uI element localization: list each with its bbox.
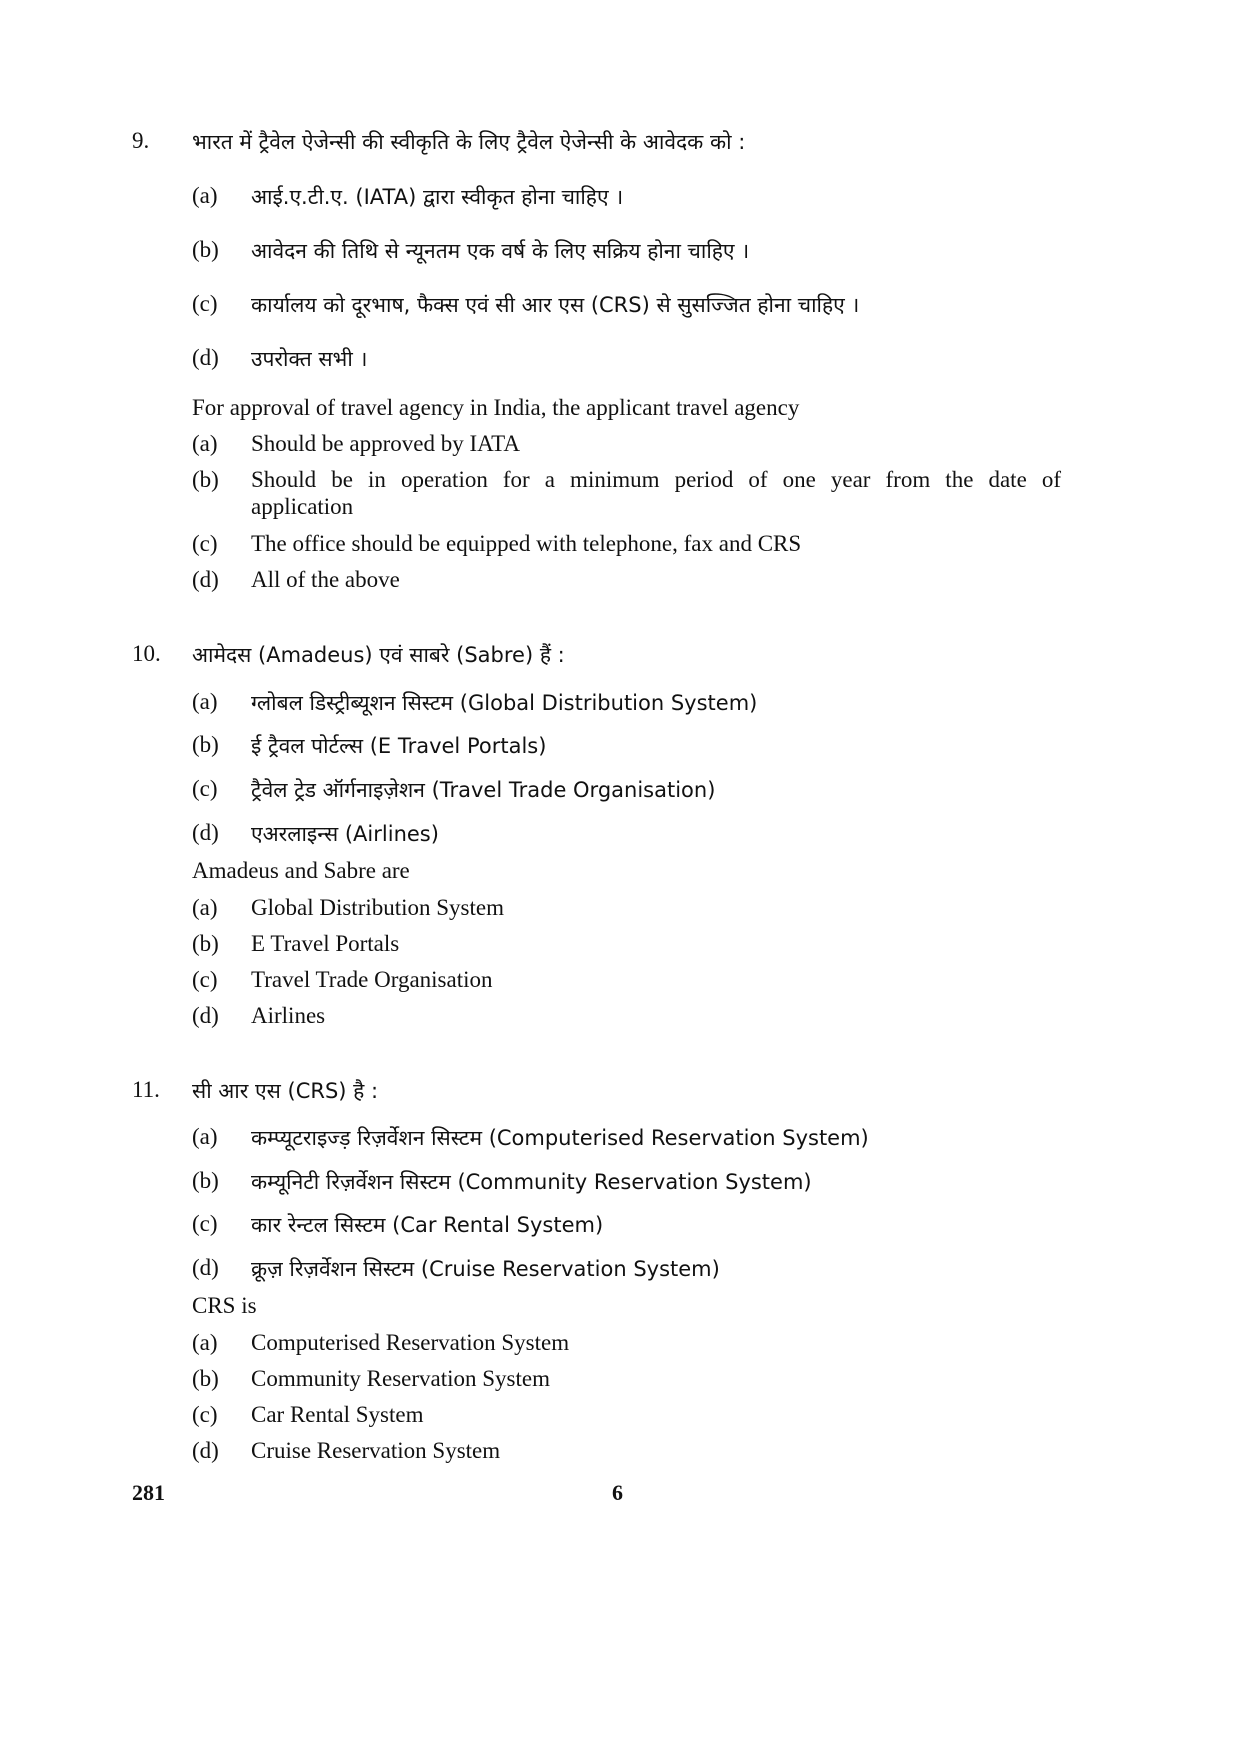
q9-english-option-b-continuation: application	[251, 494, 354, 519]
q11-hindi-option-c: कार रेन्टल सिस्टम (Car Rental System)	[251, 1213, 604, 1237]
q9-hindi-option-c-label: (c)	[192, 291, 218, 316]
q10-english-option-a-label: (a)	[192, 895, 218, 920]
q9-hindi-option-b: आवेदन की तिथि से न्यूनतम एक वर्ष के लिए सक्रिय होना चाहिए ।	[251, 239, 750, 263]
q9-english-option-d: All of the above	[251, 567, 400, 592]
q11-english-option-c: Car Rental System	[251, 1402, 424, 1427]
q10-english-question: Amadeus and Sabre are	[192, 858, 410, 883]
q10-english-option-d: Airlines	[251, 1003, 326, 1028]
q10-hindi-option-c: ट्रैवेल ट्रेड ऑर्गनाइज़ेशन (Travel Trade Organisation)	[251, 778, 716, 802]
q11-hindi-option-d: क्रूज़ रिज़र्वेशन सिस्टम (Cruise Reservation System)	[251, 1257, 720, 1281]
q11-english-option-b: Community Reservation System	[251, 1366, 550, 1391]
q9-english-question: For approval of travel agency in India, the applicant travel agency	[192, 395, 800, 420]
q9-hindi-option-b-label: (b)	[192, 237, 219, 262]
q9-english-option-b-label: (b)	[192, 467, 219, 492]
q10-english-option-d-label: (d)	[192, 1003, 219, 1028]
q11-english-option-c-label: (c)	[192, 1402, 218, 1427]
q10-hindi-option-b-label: (b)	[192, 732, 219, 757]
q11-hindi-option-a-label: (a)	[192, 1124, 218, 1149]
q11-hindi-option-d-label: (d)	[192, 1255, 219, 1280]
q9-hindi-option-d: उपरोक्त सभी ।	[251, 347, 368, 371]
q11-hindi-option-b: कम्यूनिटी रिज़र्वेशन सिस्टम (Community Reservation System)	[251, 1170, 812, 1194]
q9-hindi-option-a: आई.ए.टी.ए. (IATA) द्वारा स्वीकृत होना चाहिए ।	[251, 185, 624, 209]
q11-english-option-a: Computerised Reservation System	[251, 1330, 570, 1355]
q9-english-option-a: Should be approved by IATA	[251, 431, 521, 456]
q11-english-option-a-label: (a)	[192, 1330, 218, 1355]
q11-hindi-option-b-label: (b)	[192, 1168, 219, 1193]
q11-hindi-option-a: कम्प्यूटराइज्ड़ रिज़र्वेशन सिस्टम (Computerised Reservation System)	[251, 1126, 869, 1150]
q9-english-option-b: Should be in operation for a minimum period of one year from the date of	[251, 467, 1061, 492]
q10-english-option-b-label: (b)	[192, 931, 219, 956]
q9-hindi-option-d-label: (d)	[192, 345, 219, 370]
q9-hindi-option-c: कार्यालय को दूरभाष, फैक्स एवं सी आर एस (CRS) से सुसज्जित होना चाहिए ।	[251, 293, 860, 317]
q11-hindi-option-c-label: (c)	[192, 1211, 218, 1236]
q10-english-option-c-label: (c)	[192, 967, 218, 992]
q10-number: 10.	[132, 641, 161, 666]
q11-hindi-question: सी आर एस (CRS) है :	[192, 1079, 379, 1103]
q10-hindi-option-a: ग्लोबल डिस्ट्रीब्यूशन सिस्टम (Global Distribution System)	[251, 691, 758, 715]
page-number: 6	[612, 1480, 623, 1505]
q10-hindi-option-c-label: (c)	[192, 776, 218, 801]
q10-hindi-option-d: एअरलाइन्स (Airlines)	[251, 822, 439, 846]
q10-hindi-option-d-label: (d)	[192, 820, 219, 845]
q11-english-question: CRS is	[192, 1293, 257, 1318]
q11-number: 11.	[132, 1077, 160, 1102]
paper-code: 281	[132, 1480, 165, 1505]
q9-english-option-a-label: (a)	[192, 431, 218, 456]
q9-hindi-option-a-label: (a)	[192, 183, 218, 208]
q10-hindi-question: आमेदस (Amadeus) एवं साबरे (Sabre) हैं :	[192, 643, 565, 667]
q9-english-option-d-label: (d)	[192, 567, 219, 592]
q10-english-option-a: Global Distribution System	[251, 895, 504, 920]
q10-english-option-c: Travel Trade Organisation	[251, 967, 493, 992]
q9-english-option-c: The office should be equipped with telephone, fax and CRS	[251, 531, 802, 556]
q10-hindi-option-a-label: (a)	[192, 689, 218, 714]
q10-hindi-option-b: ई ट्रैवल पोर्टल्स (E Travel Portals)	[251, 734, 547, 758]
q9-english-option-c-label: (c)	[192, 531, 218, 556]
q11-english-option-b-label: (b)	[192, 1366, 219, 1391]
q9-hindi-question: भारत में ट्रैवेल ऐजेन्सी की स्वीकृति के लिए ट्रैवेल ऐजेन्सी के आवेदक को :	[192, 130, 746, 154]
q11-english-option-d: Cruise Reservation System	[251, 1438, 501, 1463]
q10-english-option-b: E Travel Portals	[251, 931, 400, 956]
q9-number: 9.	[132, 128, 150, 153]
q11-english-option-d-label: (d)	[192, 1438, 219, 1463]
